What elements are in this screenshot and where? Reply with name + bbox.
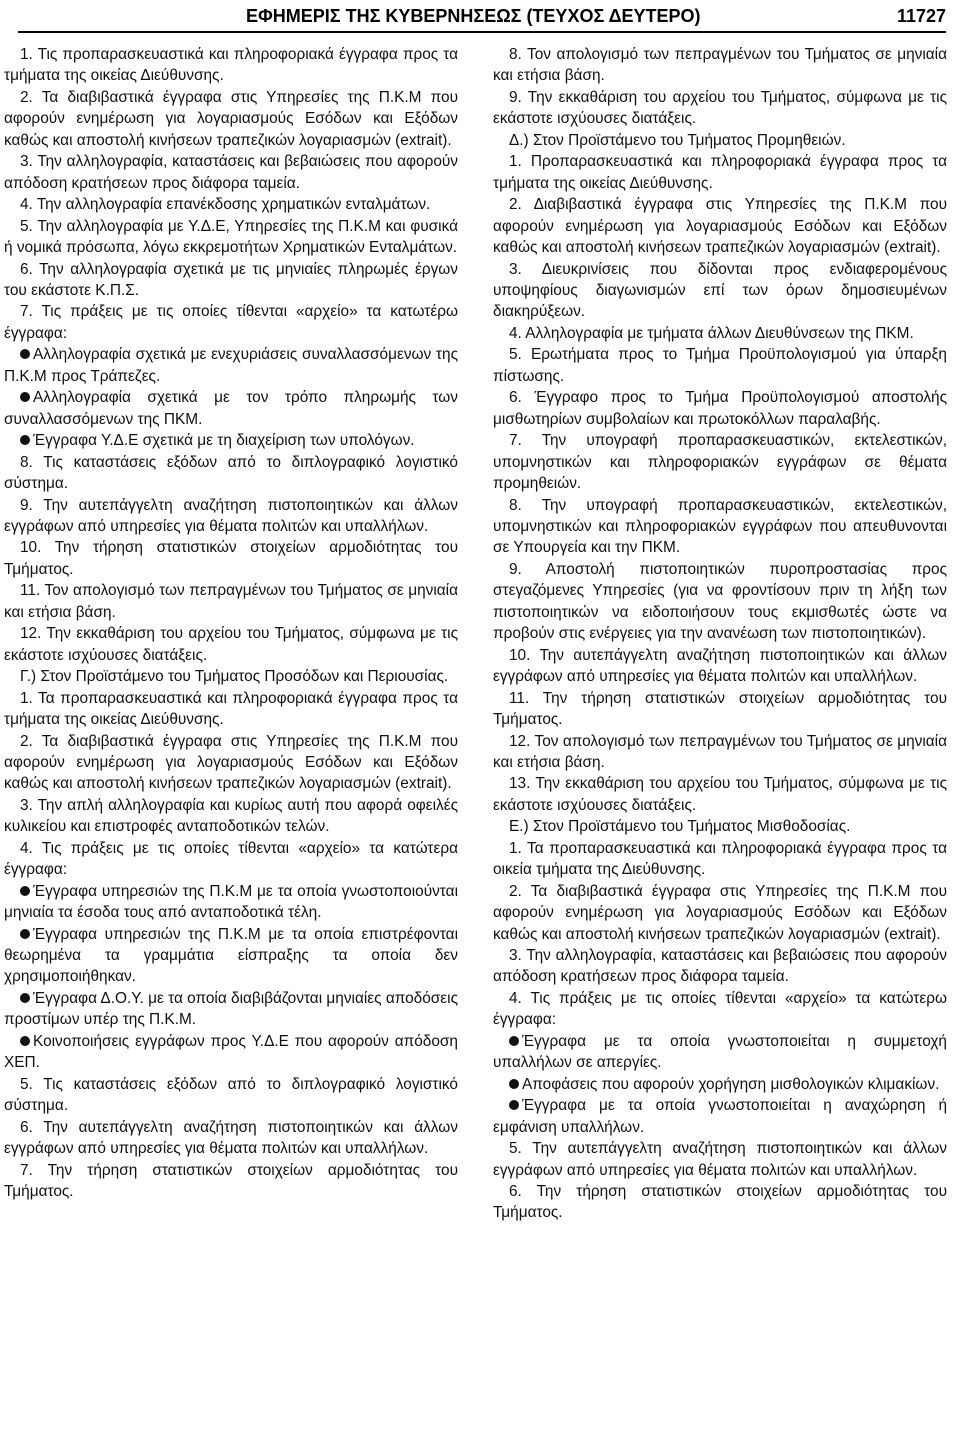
paragraph [4,537,458,580]
paragraph [493,881,947,945]
bullet-item [4,924,458,988]
bullet-dot-icon [20,886,30,896]
bullet-dot-icon [20,993,30,1003]
paragraph-text: 4. Τις πράξεις με τις οποίες τίθενται «αρχείο» τα κατώτερω έγγραφα: [493,989,947,1029]
paragraph [493,773,947,816]
bullet-item [4,344,458,387]
paragraph-text: 3. Την αλληλογραφία, καταστάσεις και βεβαιώσεις που αφορούν απόδοση κρατήσεων προς διάφορα ταμεία. [493,947,947,986]
paragraph-text: 6. Την τήρηση στατιστικών στοιχείων αρμοδιότητας του Τμήματος. [493,1183,947,1222]
paragraph-text: 7. Τις πράξεις με τις οποίες τίθενται «αρχείο» τα κατωτέρω έγγραφα: [4,303,458,342]
paragraph-text: Έγγραφα υπηρεσιών της Π.Κ.Μ με τα οποία γνωστοποιούνται μηνιαία τα έσοδα τους από ανταποδοτικά τέλη. [4,882,458,922]
header-divider [18,31,946,33]
paragraph [4,838,458,881]
paragraph-text: 1. Τις προπαρασκευαστικά και πληροφοριακά έγγραφα προς τα τμήματα της οικείας Διεύθυνσης. [4,46,458,85]
paragraph-text: Δ.) Στον Προϊστάμενο του Τμήματος Προμηθειών. [509,131,846,149]
bullet-dot-icon [20,392,30,402]
paragraph [493,44,947,87]
paragraph-text: 6. Την αυτεπάγγελτη αναζήτηση πιστοποιητικών και άλλων εγγράφων από υπηρεσίες για θέματα πολιτών και υπαλλήλων. [4,1118,458,1158]
paragraph-text: 10. Την αυτεπάγγελτη αναζήτηση πιστοποιητικών και άλλων εγγράφων από υπηρεσίες για θέματα πολιτών και υπαλλήλων. [493,646,947,686]
bullet-item [493,1031,947,1074]
bullet-dot-icon [20,1036,30,1046]
paragraph-text: 9. Την εκκαθάριση του αρχείου του Τμήματος, σύμφωνα με τις εκάστοτε ισχύουσες διατάξεις. [493,88,947,128]
paragraph [4,623,458,666]
paragraph [493,430,947,494]
paragraph [4,688,458,731]
paragraph-text: 5. Την αλληλογραφία με Υ.Δ.Ε, Υπηρεσίες της Π.Κ.Μ και φυσικά ή νομικά πρόσωπα, λόγω εκκρεμοτήτων Χρηματικών Ενταλμάτων. [4,217,458,257]
paragraph [4,87,458,151]
page-number: 11727 [896,6,946,26]
paragraph-text: 6. Την αλληλογραφία σχετικά με τις μηνιαίες πληρωμές έργων του εκάστοτε Κ.Π.Σ. [4,260,458,299]
paragraph-text: 2. Διαβιβαστικά έγγραφα στις Υπηρεσίες της Π.Κ.Μ που αφορούν ενημέρωση για λογαριασμούς Εσόδων και Εξόδων καθώς και αποστολή κινήσεων τραπεζικών λογαριασμών (extrait). [493,196,947,257]
paragraph [4,666,458,687]
paragraph-text: 12. Τον απολογισμό των πεπραγμένων του Τμήματος σε μηνιαία και ετήσια βάση. [493,732,947,771]
bullet-dot-icon [20,929,30,939]
paragraph [4,452,458,495]
paragraph-text: 5. Τις καταστάσεις εξόδων από το διπλογραφικό λογιστικό σύστημα. [4,1075,458,1115]
paragraph-text: Έγγραφα με τα οποία γνωστοποιείται η αναχώρηση ή εμφάνιση υπαλλήλων. [493,1097,947,1136]
bullet-item [4,988,458,1031]
paragraph-text: 8. Την υπογραφή προπαρασκευαστικών, εκτελεστικών, υπομνηστικών και πληροφοριακών εγγράφων που απευθυνονται σε Υπουργεία και την ΠΚΜ. [493,496,947,557]
paragraph-text: 10. Την τήρηση στατιστικών στοιχείων αρμοδιότητας του Τμήματος. [4,539,458,578]
paragraph [493,838,947,881]
paragraph [4,1160,458,1203]
paragraph-text: 9. Αποστολή πιστοποιητικών πυροπροστασίας προς στεγαζόμενες Υπηρεσίες (για να φροντίσουν πριν τη λήξη των πιστοποιητικών να ειδοποιήσουν τους εκμισθωτές ώστε να προβούν στις ενέργειες για την ανανέωση των πιστοποιητικών). [493,560,947,643]
bullet-item [4,387,458,430]
paragraph [4,259,458,302]
bullet-item [4,881,458,924]
paragraph-text: 1. Τα προπαρασκευαστικά και πληροφοριακά έγγραφα προς τα τμήματα της οικείας Διεύθυνσης. [4,689,458,729]
paragraph-text: Έγγραφα υπηρεσιών της Π.Κ.Μ με τα οποία επιστρέφονται θεωρημένα τα γραμμάτια είσπραξης τα οποία δεν χρησιμοποιήθηκαν. [4,925,458,986]
paragraph [4,1117,458,1160]
bullet-dot-icon [20,435,30,445]
paragraph-text: 5. Ερωτήματα προς το Τμήμα Προϋπολογισμού για ύπαρξη πίστωσης. [493,346,947,385]
bullet-item [493,1095,947,1138]
paragraph-text: Αλληλογραφία σχετικά με ενεχυριάσεις συναλλασσόμενων της Π.Κ.Μ προς Τράπεζες. [4,346,458,385]
left-column [4,44,458,1202]
paragraph [493,323,947,344]
paragraph-text: 2. Τα διαβιβαστικά έγγραφα στις Υπηρεσίες της Π.Κ.Μ που αφορούν ενημέρωση για λογαριασμούς Εσόδων και Εξόδων καθώς και αποστολή κινήσεων τραπεζικών λογαριασμών (extrait). [4,88,458,149]
paragraph [4,301,458,344]
paragraph-text: Αλληλογραφία σχετικά με τον τρόπο πληρωμής των συναλλασσόμενων της ΠΚΜ. [4,389,458,428]
paragraph-text: 1. Τα προπαρασκευαστικά και πληροφοριακά έγγραφα προς τα οικεία τμήματα της Διεύθυνσης. [493,839,947,879]
page-header [18,6,946,26]
paragraph [493,194,947,258]
paragraph-text: 3. Την απλή αλληλογραφία και κυρίως αυτή που αφορά οφειλές κυλικείου και επιστροφές ανταποδοτικών τελών. [4,796,458,836]
paragraph [493,945,947,988]
paragraph [4,44,458,87]
paragraph [4,151,458,194]
paragraph-text: Κοινοποιήσεις εγγράφων προς Υ.Δ.Ε που αφορούν απόδοση ΧΕΠ. [4,1032,458,1072]
paragraph-text: 12. Την εκκαθάριση του αρχείου του Τμήματος, σύμφωνα με τις εκάστοτε ισχύουσες διατάξεις. [4,625,458,664]
paragraph-text: 1. Προπαρασκευαστικά και πληροφοριακά έγγραφα προς τα τμήματα της οικείας Διεύθυνσης. [493,153,947,192]
bullet-dot-icon [509,1036,519,1046]
bullet-item [4,430,458,451]
paragraph-text: 11. Τον απολογισμό των πεπραγμένων του Τμήματος σε μηνιαία και ετήσια βάση. [4,582,458,621]
paragraph-text: Γ.) Στον Προϊστάμενο του Τμήματος Προσόδων και Περιουσίας. [20,668,449,686]
paragraph-text: 5. Την αυτεπάγγελτη αναζήτηση πιστοποιητικών και άλλων εγγράφων από υπηρεσίες για θέματα πολιτών και υπαλλήλων. [493,1140,947,1179]
paragraph-text: 7. Την υπογραφή προπαρασκευαστικών, εκτελεστικών, υπομνηστικών και πληροφοριακών εγγράφων σε θέματα προμηθειών. [493,432,947,493]
bullet-dot-icon [509,1079,519,1089]
paragraph [4,795,458,838]
paragraph [4,216,458,259]
paragraph [493,688,947,731]
paragraph-text: 11. Την τήρηση στατιστικών στοιχείων αρμοδιότητας του Τμήματος. [493,689,947,729]
paragraph-text: Ε.) Στον Προϊστάμενο του Τμήματος Μισθοδοσίας. [509,818,851,836]
paragraph-text: 13. Την εκκαθάριση του αρχείου του Τμήματος, σύμφωνα με τις εκάστοτε ισχύουσες διατάξεις. [493,775,947,814]
paragraph-text: 4. Την αλληλογραφία επανέκδοσης χρηματικών ενταλμάτων. [20,196,431,214]
paragraph [4,1074,458,1117]
paragraph [493,344,947,387]
bullet-item [4,1031,458,1074]
paragraph [4,731,458,795]
paragraph-text: Έγγραφα με τα οποία γνωστοποιείται η συμμετοχή υπαλλήλων σε απεργίες. [493,1032,947,1072]
bullet-item [493,1074,947,1095]
paragraph-text: Έγγραφα Δ.Ο.Υ. με τα οποία διαβιβάζονται μηνιαίες αποδόσεις προστίμων υπέρ της Π.Κ.Μ. [4,989,458,1029]
paragraph [493,1138,947,1181]
bullet-dot-icon [509,1100,519,1110]
paragraph-text: 3. Την αλληλογραφία, καταστάσεις και βεβαιώσεις που αφορούν απόδοση κρατήσεων προς διάφορα ταμεία. [4,153,458,192]
paragraph [493,1181,947,1224]
paragraph [493,387,947,430]
paragraph-text: 4. Τις πράξεις με τις οποίες τίθενται «αρχείο» τα κατώτερα έγγραφα: [4,839,458,879]
paragraph [493,816,947,837]
paragraph [493,151,947,194]
paragraph-text: 4. Αλληλογραφία με τμήματα άλλων Διευθύνσεων της ΠΚΜ. [509,324,914,342]
paragraph-text: 8. Τις καταστάσεις εξόδων από το διπλογραφικό λογιστικό σύστημα. [4,453,458,493]
paragraph [493,259,947,323]
paragraph-text: 7. Την τήρηση στατιστικών στοιχείων αρμοδιότητας του Τμήματος. [4,1161,458,1201]
paragraph-text: 8. Τον απολογισμό των πεπραγμένων του Τμήματος σε μηνιαία και ετήσια βάση. [493,46,947,85]
right-column [493,44,947,1224]
paragraph [493,731,947,774]
paragraph-text: Έγγραφα Υ.Δ.Ε σχετικά με τη διαχείριση των υπολόγων. [33,432,415,450]
gazette-title: ΕΦΗΜΕΡΙΣ ΤΗΣ ΚΥΒΕΡΝΗΣΕΩΣ (ΤΕΥΧΟΣ ΔΕΥΤΕΡΟ) [246,6,701,26]
paragraph-text: Αποφάσεις που αφορούν χορήγηση μισθολογικών κλιμακίων. [522,1075,940,1093]
paragraph [493,645,947,688]
paragraph-text: 2. Τα διαβιβαστικά έγγραφα στις Υπηρεσίες της Π.Κ.Μ που αφορούν ενημέρωση για λογαριασμούς Εσόδων και Εξόδων καθώς και αποστολή κινήσεων τραπεζικών λογαριασμών (extrait). [493,882,947,943]
paragraph [493,130,947,151]
paragraph [4,495,458,538]
paragraph-text: 2. Τα διαβιβαστικά έγγραφα στις Υπηρεσίες της Π.Κ.Μ που αφορούν ενημέρωση για λογαριασμούς Εσόδων και Εξόδων καθώς και αποστολή κινήσεων τραπεζικών λογαριασμών (extrait). [4,732,458,793]
paragraph [493,559,947,645]
paragraph-text: 3. Διευκρινίσεις που δίδονται προς ενδιαφερομένους υποψηφίους διαγωνισμών επί των όρων δημοσιευμένων διακηρύξεων. [493,260,947,321]
paragraph [493,988,947,1031]
bullet-dot-icon [20,349,30,359]
paragraph-text: 9. Την αυτεπάγγελτη αναζήτηση πιστοποιητικών και άλλων εγγράφων από υπηρεσίες για θέματα πολιτών και υπαλλήλων. [4,496,458,535]
paragraph [4,194,458,215]
paragraph [493,495,947,559]
paragraph [4,580,458,623]
paragraph-text: 6. Έγγραφο προς το Τμήμα Προϋπολογισμού αποστολής μισθωτηρίων συμβολαίων και πρωτοκόλλων παραλαβής. [493,389,947,428]
paragraph [493,87,947,130]
